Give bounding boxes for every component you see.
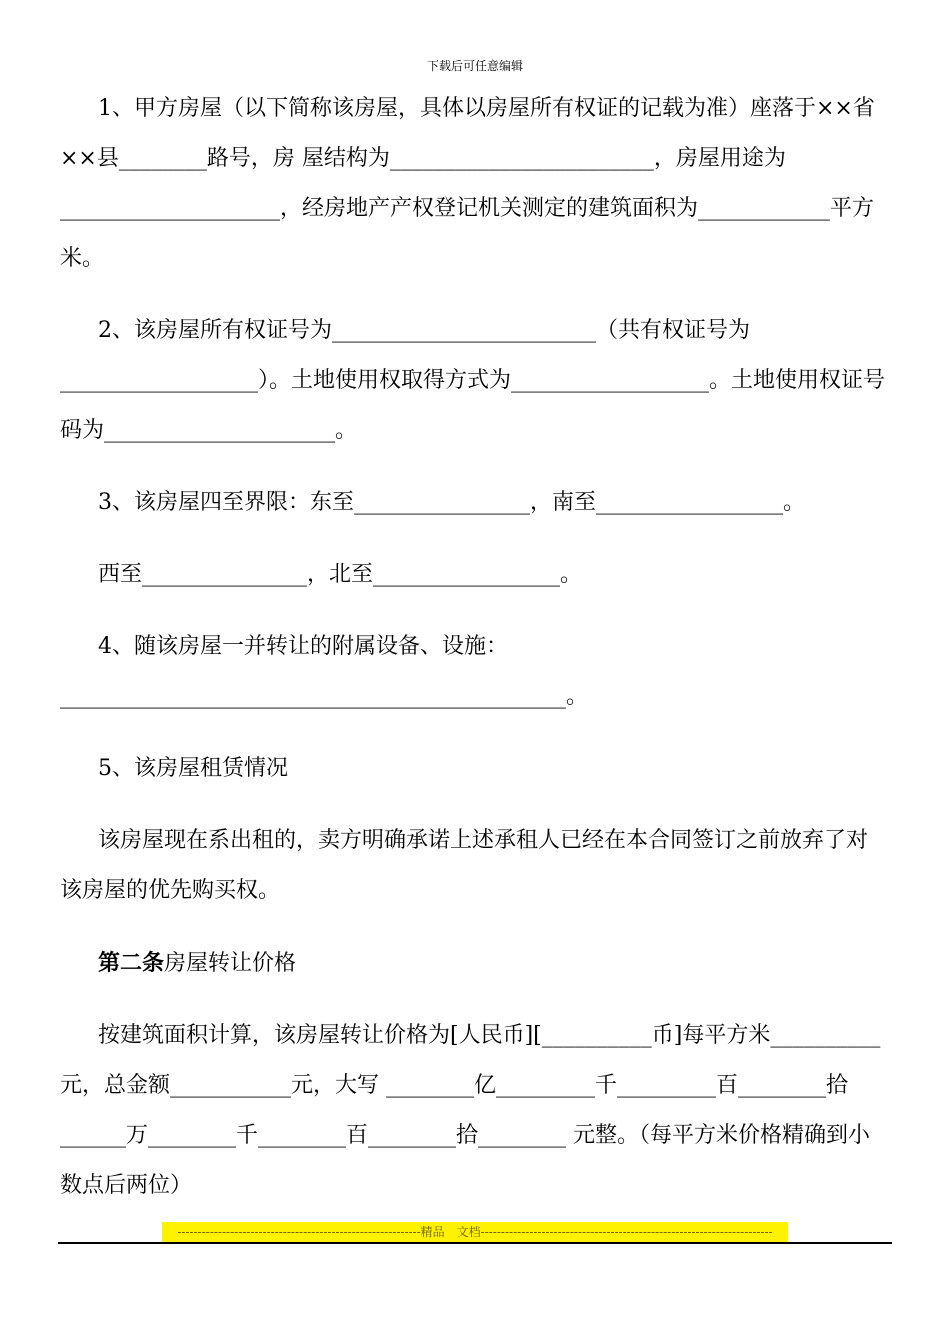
document-body bbox=[60, 84, 888, 1211]
page-header-note: 下载后可任意编辑 bbox=[426, 59, 523, 73]
clause-5-lease-body: 该房屋现在系出租的，卖方明确承诺上述承租人已经在本合同签订之前放弃了对该房屋的优先购买权。 bbox=[60, 828, 869, 903]
clause-5-lease-title: 5、该房屋租赁情况 bbox=[98, 756, 288, 781]
clause-3-boundaries-west-north: 西至_______________，北至_________________。 bbox=[98, 562, 583, 587]
price-clause: 按建筑面积计算，该房屋转让价格为[人民币][__________币]每平方米__________元，总金额___________元，大写 ________亿_________千_________百________拾______万________千________百________拾________ 元整。（每平方米价格精确到小数点后两位） bbox=[60, 1023, 881, 1198]
footer-banner: ------------------------------------------------------------精品 文档------------------------------------------------------------------------ bbox=[162, 1222, 788, 1242]
section-number: 第二条 bbox=[98, 950, 165, 976]
clause-1-location: 1、甲方房屋（以下简称该房屋，具体以房屋所有权证的记载为准）座落于××省××县________路号，房 屋结构为________________________，房屋用途为____________________，经房地产产权登记机关测定的建筑面积为____________平方米。 bbox=[60, 96, 875, 271]
clause-3-boundaries-east-south: 3、该房屋四至界限：东至________________，南至_________________。 bbox=[98, 490, 805, 515]
clause-4-attached-facilities: 4、随该房屋一并转让的附属设备、设施：______________________________________________。 bbox=[60, 634, 589, 709]
clause-2-ownership-certificate: 2、该房屋所有权证号为________________________（共有权证号为__________________）。土地使用权取得方式为__________________。土地使用权证号码为_____________________。 bbox=[60, 318, 886, 443]
footer-rule bbox=[58, 1242, 892, 1244]
section-heading bbox=[60, 938, 888, 989]
section-title: 房屋转让价格 bbox=[164, 951, 297, 976]
